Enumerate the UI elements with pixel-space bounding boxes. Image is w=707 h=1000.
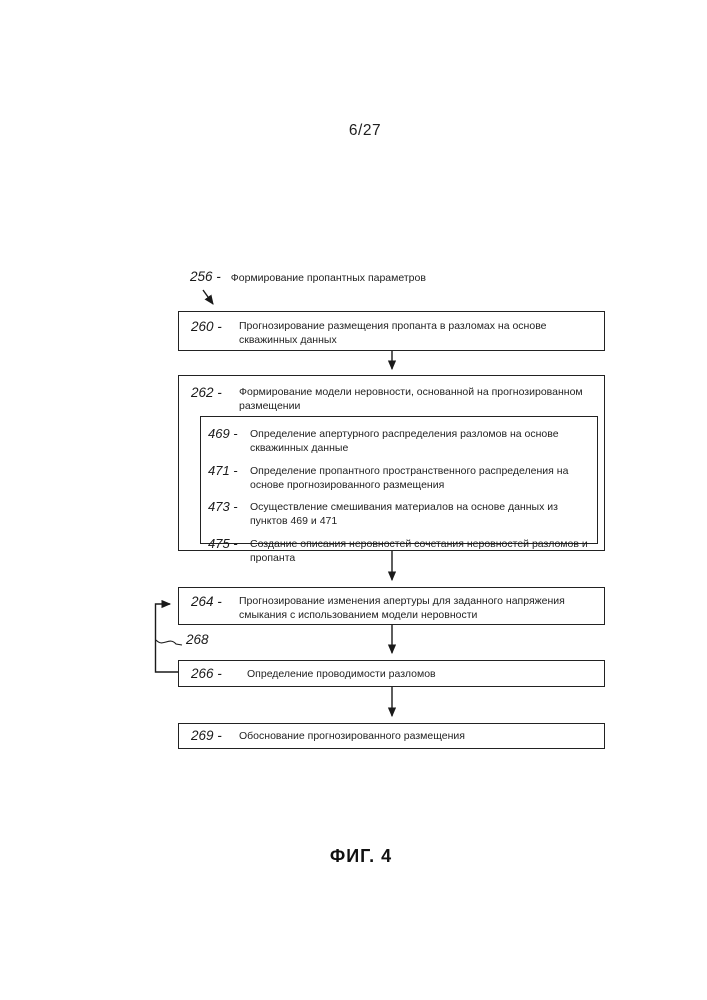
flow-subitem-473 — [208, 499, 591, 529]
ref-num-268: 268 — [186, 632, 209, 647]
flow-box-266 — [178, 660, 605, 687]
flow-box-260 — [178, 311, 605, 351]
step-text-262: Формирование модели неровности, основанной на прогнозированном размещении — [239, 386, 583, 412]
step-text-473: Осуществление смешивания материалов на основе данных из пунктов 469 и 471 — [250, 501, 558, 528]
step-label-256 — [190, 269, 426, 286]
ref-num-256: 256 - — [190, 269, 221, 284]
flow-box-262-header — [191, 384, 596, 414]
flow-subitem-469 — [208, 426, 591, 456]
ref-num-260: 260 - — [191, 319, 222, 334]
leader-squiggle-268 — [156, 640, 182, 645]
ref-num-469: 469 - — [208, 426, 238, 441]
ref-num-262: 262 - — [191, 385, 222, 400]
figure-caption: ФИГ. 4 — [329, 846, 393, 866]
step-text-469: Определение апертурного распределения разломов на основе скважинных данные — [250, 428, 559, 454]
step-text-256: Формирование пропантных параметров — [230, 272, 426, 284]
step-text-475: Создание описания неровностей сочетания неровностей разломов и пропанта — [250, 538, 588, 565]
feedback-loop-266-to-264 — [156, 604, 179, 672]
flow-box-264 — [178, 587, 605, 625]
step-text-471: Определение пропантного пространственного распределения на основе прогнозированного размещения — [250, 464, 569, 491]
page-number: 6/27 — [348, 122, 382, 139]
step-text-266: Определение проводимости разломов — [247, 668, 436, 680]
flow-box-262-inner — [200, 416, 598, 565]
step-text-269: Обоснование прогнозированного размещения — [239, 730, 465, 742]
step-text-264: Прогнозирование изменения апертуры для заданного напряжения смыкания с использованием модели неровности — [239, 595, 565, 621]
loop-label-268 — [186, 632, 209, 647]
ref-num-266: 266 - — [191, 666, 222, 681]
ref-num-269: 269 - — [191, 728, 222, 743]
flow-subitem-471 — [208, 463, 591, 493]
ref-num-264: 264 - — [191, 594, 222, 609]
ref-num-473: 473 - — [208, 499, 238, 515]
flow-box-262 — [178, 375, 605, 565]
flow-subitem-475 — [208, 536, 591, 566]
ref-num-471: 471 - — [208, 462, 238, 478]
flow-box-269 — [178, 723, 605, 749]
ref-num-475: 475 - — [208, 536, 238, 552]
arrow-label256-to-box260 — [203, 290, 213, 304]
step-text-260: Прогнозирование размещения пропанта в разломах на основе скважинных данных — [239, 320, 547, 346]
